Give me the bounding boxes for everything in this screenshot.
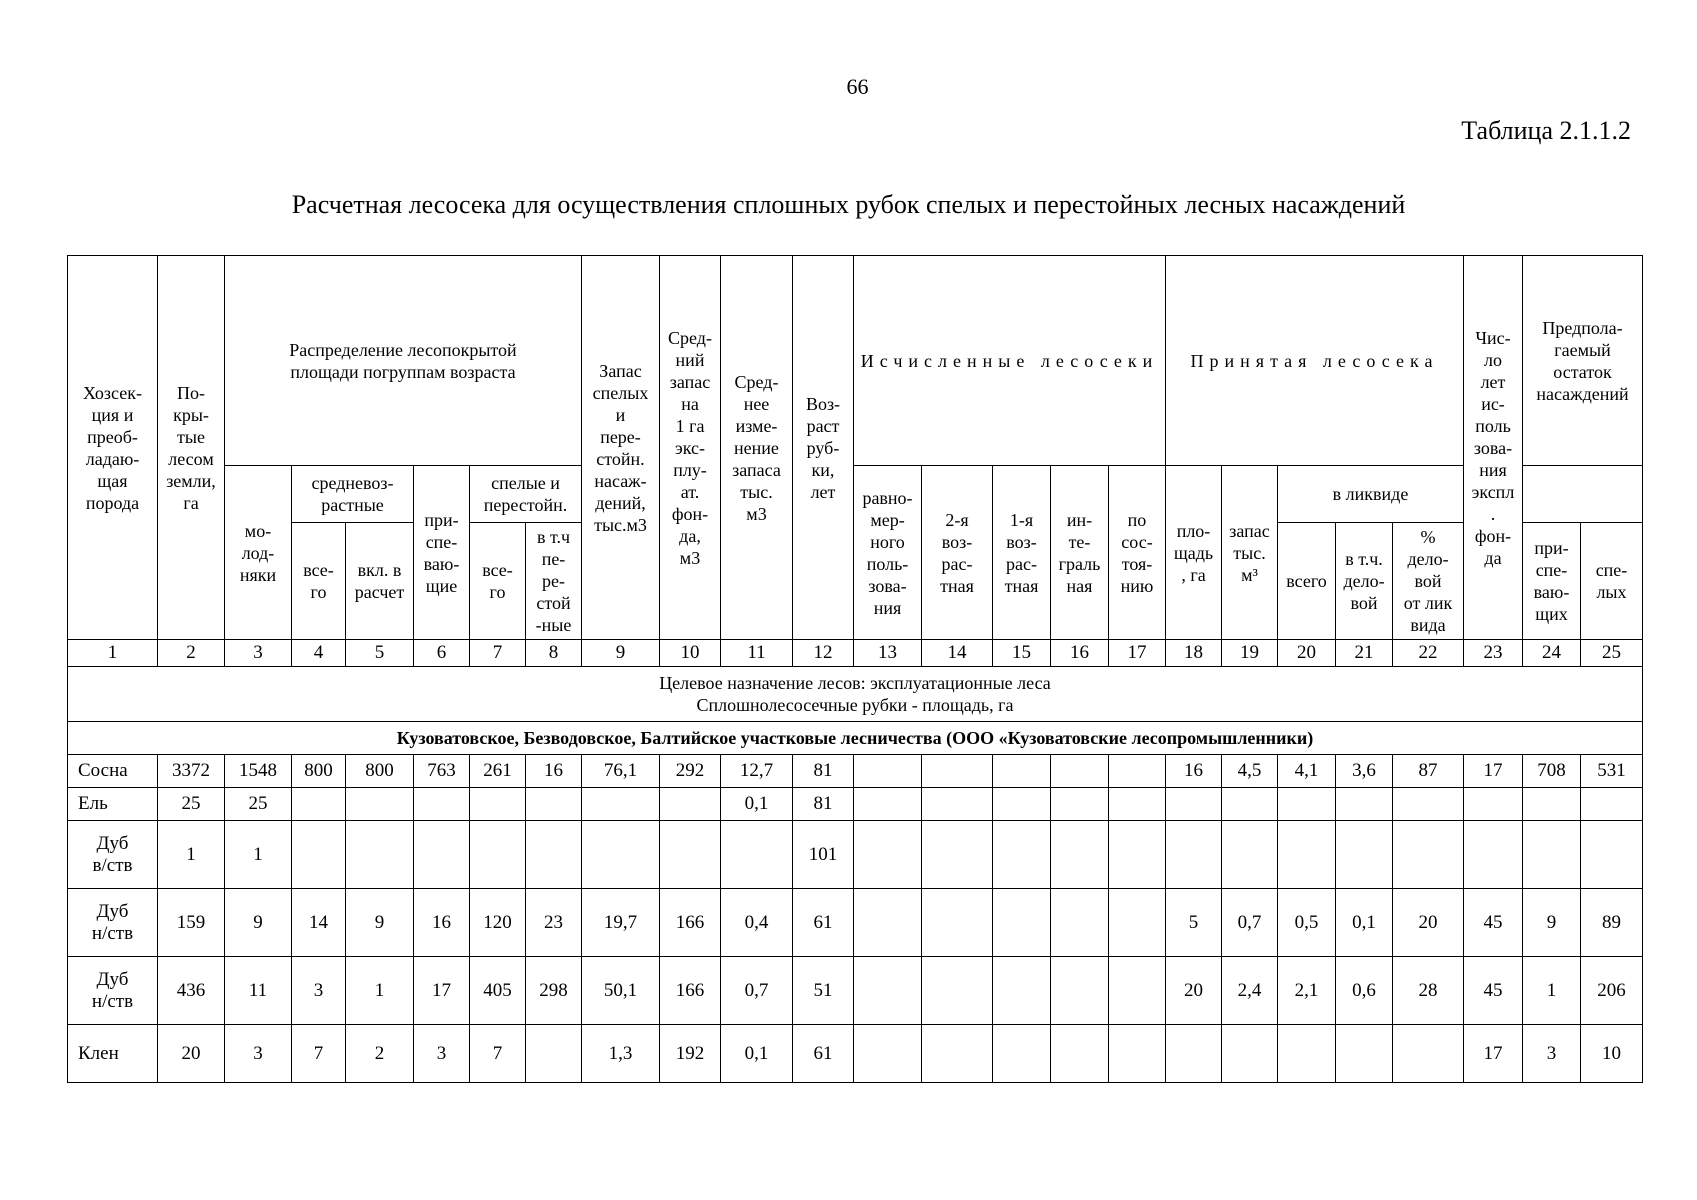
table-cell	[1278, 788, 1336, 821]
header-stock: запас тыс. м³	[1222, 466, 1278, 640]
table-cell	[854, 821, 922, 889]
table-cell	[1166, 1025, 1222, 1083]
table-cell	[922, 821, 993, 889]
table-cell: 292	[660, 755, 721, 788]
header-accepted-cut: Принятая лесосека	[1166, 256, 1464, 466]
column-number: 25	[1581, 640, 1643, 667]
table-cell: 19,7	[582, 889, 660, 957]
column-number: 8	[526, 640, 582, 667]
table-row	[68, 755, 1643, 788]
table-cell	[993, 957, 1051, 1025]
header-area: пло- щадь , га	[1166, 466, 1222, 640]
table-cell: 9	[346, 889, 414, 957]
table-cell: 14	[292, 889, 346, 957]
table-cell	[660, 788, 721, 821]
header-forest-land: По- кры- тые лесом земли, га	[158, 256, 225, 640]
table-cell	[1222, 1025, 1278, 1083]
table-cell	[1051, 788, 1109, 821]
table-cell	[993, 755, 1051, 788]
header-mid-total: все- го	[292, 523, 346, 640]
column-number: 12	[793, 640, 854, 667]
table-row	[68, 788, 1643, 821]
table-cell	[1464, 821, 1523, 889]
table-cell	[1166, 788, 1222, 821]
table-cell: 20	[158, 1025, 225, 1083]
header-computed-cuts: Исчисленные лесосеки	[854, 256, 1166, 466]
table-cell	[1222, 821, 1278, 889]
table-cell: 20	[1393, 889, 1464, 957]
table-cell	[1109, 788, 1166, 821]
table-cell	[721, 821, 793, 889]
table-cell: 25	[158, 788, 225, 821]
table-title: Расчетная лесосека для осуществления сплошных рубок спелых и перестойных лесных насаждений	[291, 190, 1406, 219]
table-cell: 9	[1523, 889, 1581, 957]
table-cell: 1548	[225, 755, 292, 788]
species-cell: Ель	[68, 788, 158, 821]
header-mature-remaining: спе- лых	[1581, 523, 1643, 640]
header-business-percent: % дело- вой от лик вида	[1393, 523, 1464, 640]
page-number: 66	[846, 74, 869, 99]
table-cell	[582, 821, 660, 889]
table-cell: 0,1	[721, 788, 793, 821]
table-cell: 531	[1581, 755, 1643, 788]
table-cell	[1051, 821, 1109, 889]
table-cell	[854, 889, 922, 957]
header-premature-remaining: при- спе- ваю- щих	[1523, 523, 1581, 640]
table-cell: 4,1	[1278, 755, 1336, 788]
table-cell	[414, 788, 470, 821]
table-cell	[1523, 821, 1581, 889]
header-cutting-age: Воз- раст руб- ки, лет	[793, 256, 854, 640]
table-cell: 0,1	[1336, 889, 1393, 957]
column-number: 1	[68, 640, 158, 667]
table-cell: 81	[793, 788, 854, 821]
table-cell	[993, 889, 1051, 957]
species-cell: Дуб в/ств	[68, 821, 158, 889]
column-number: 18	[1166, 640, 1222, 667]
column-number: 9	[582, 640, 660, 667]
table-cell	[1581, 821, 1643, 889]
table-cell	[993, 821, 1051, 889]
table-cell	[1278, 1025, 1336, 1083]
table-cell: 76,1	[582, 755, 660, 788]
purpose-line-2: Сплошнолесосечные рубки - площадь, га	[696, 695, 1014, 715]
table-cell	[993, 788, 1051, 821]
table-cell	[470, 788, 526, 821]
table-cell: 2,1	[1278, 957, 1336, 1025]
header-avg-change: Сред- нее изме- нение запаса тыс. м3	[721, 256, 793, 640]
table-cell: 1,3	[582, 1025, 660, 1083]
table-cell: 10	[1581, 1025, 1643, 1083]
table-cell	[414, 821, 470, 889]
table-cell	[922, 755, 993, 788]
table-cell: 166	[660, 957, 721, 1025]
table-cell	[346, 788, 414, 821]
table-cell	[526, 788, 582, 821]
table-cell: 1	[225, 821, 292, 889]
table-cell: 2	[346, 1025, 414, 1083]
table-cell: 206	[1581, 957, 1643, 1025]
column-number: 19	[1222, 640, 1278, 667]
table-cell: 89	[1581, 889, 1643, 957]
table-cell: 0,7	[721, 957, 793, 1025]
table-cell: 3	[414, 1025, 470, 1083]
table-cell: 17	[414, 957, 470, 1025]
table-cell: 3372	[158, 755, 225, 788]
column-number: 5	[346, 640, 414, 667]
table-row	[68, 821, 1643, 889]
table-cell	[854, 755, 922, 788]
header-first-age: 1-я воз- рас- тная	[993, 466, 1051, 640]
table-cell	[292, 788, 346, 821]
table-cell	[1166, 821, 1222, 889]
column-number: 22	[1393, 640, 1464, 667]
forestry-header: Кузоватовское, Безводовское, Балтийское участковые лесничества (ООО «Кузоватовские лесопромышленники)	[68, 722, 1643, 755]
table-cell: 101	[793, 821, 854, 889]
header-overmature: в т.ч пе- ре- стой -ные	[526, 523, 582, 640]
table-cell: 20	[1166, 957, 1222, 1025]
table-cell	[922, 957, 993, 1025]
species-cell: Дуб н/ств	[68, 957, 158, 1025]
table-cell	[292, 821, 346, 889]
table-cell	[993, 1025, 1051, 1083]
header-mature-stock: Запас спелых и пере- стойн. насаж- дений, тыс.м3	[582, 256, 660, 640]
column-number: 14	[922, 640, 993, 667]
table-cell: 708	[1523, 755, 1581, 788]
column-number: 7	[470, 640, 526, 667]
table-row	[68, 889, 1643, 957]
species-cell: Клен	[68, 1025, 158, 1083]
purpose-cell	[68, 667, 1643, 722]
column-number: 11	[721, 640, 793, 667]
column-number: 3	[225, 640, 292, 667]
column-number: 16	[1051, 640, 1109, 667]
table-cell	[1393, 1025, 1464, 1083]
table-cell	[660, 821, 721, 889]
table-cell: 25	[225, 788, 292, 821]
table-cell	[854, 788, 922, 821]
header-liquid-total: всего	[1278, 523, 1336, 640]
table-cell: 61	[793, 889, 854, 957]
table-cell	[1051, 889, 1109, 957]
header-mid-included: вкл. в расчет	[346, 523, 414, 640]
column-number: 13	[854, 640, 922, 667]
column-number: 10	[660, 640, 721, 667]
table-cell: 0,5	[1278, 889, 1336, 957]
table-cell	[854, 1025, 922, 1083]
table-cell: 7	[292, 1025, 346, 1083]
header-second-age: 2-я воз- рас- тная	[922, 466, 993, 640]
table-cell: 16	[526, 755, 582, 788]
table-cell: 9	[225, 889, 292, 957]
table-cell: 51	[793, 957, 854, 1025]
table-cell: 7	[470, 1025, 526, 1083]
table-cell: 1	[158, 821, 225, 889]
column-number: 24	[1523, 640, 1581, 667]
table-cell	[1109, 957, 1166, 1025]
header-mature-total: все- го	[470, 523, 526, 640]
table-cell	[922, 889, 993, 957]
table-cell	[1222, 788, 1278, 821]
table-cell	[1393, 788, 1464, 821]
table-cell	[1464, 788, 1523, 821]
table-cell: 261	[470, 755, 526, 788]
species-cell: Сосна	[68, 755, 158, 788]
table-cell: 3	[292, 957, 346, 1025]
table-cell: 45	[1464, 889, 1523, 957]
table-cell: 11	[225, 957, 292, 1025]
table-cell: 17	[1464, 755, 1523, 788]
table-cell: 800	[292, 755, 346, 788]
table-cell: 1	[1523, 957, 1581, 1025]
header-mid-age: средневоз- растные	[292, 466, 414, 523]
table-cell	[922, 1025, 993, 1083]
table-cell	[1393, 821, 1464, 889]
table-cell: 28	[1393, 957, 1464, 1025]
table-cell	[526, 1025, 582, 1083]
table-cell: 16	[414, 889, 470, 957]
header-liquid: в ликвиде	[1278, 466, 1464, 523]
header-business-wood: в т.ч. дело- вой	[1336, 523, 1393, 640]
table-cell: 0,6	[1336, 957, 1393, 1025]
table-cell: 23	[526, 889, 582, 957]
table-cell: 0,1	[721, 1025, 793, 1083]
table-cell	[1051, 755, 1109, 788]
header-by-condition: по сос- тоя- нию	[1109, 466, 1166, 640]
table-cell	[1109, 889, 1166, 957]
table-cell	[1109, 821, 1166, 889]
column-number: 17	[1109, 640, 1166, 667]
table-cell: 1	[346, 957, 414, 1025]
table-cell: 3	[1523, 1025, 1581, 1083]
table-cell: 800	[346, 755, 414, 788]
table-cell	[346, 821, 414, 889]
table-cell: 50,1	[582, 957, 660, 1025]
table-cell: 166	[660, 889, 721, 957]
header-avg-stock: Сред- ний запас на 1 га экс- плу- ат. фон- да, м3	[660, 256, 721, 640]
table-cell: 81	[793, 755, 854, 788]
table-cell	[470, 821, 526, 889]
header-mature-overmature: спелые и перестойн.	[470, 466, 582, 523]
table-cell: 436	[158, 957, 225, 1025]
table-cell: 298	[526, 957, 582, 1025]
table-cell: 192	[660, 1025, 721, 1083]
column-number: 15	[993, 640, 1051, 667]
table-cell: 159	[158, 889, 225, 957]
table-cell: 3,6	[1336, 755, 1393, 788]
table-cell: 45	[1464, 957, 1523, 1025]
table-cell	[1581, 788, 1643, 821]
column-number: 20	[1278, 640, 1336, 667]
column-number: 4	[292, 640, 346, 667]
table-cell	[1051, 1025, 1109, 1083]
table-cell	[1109, 755, 1166, 788]
header-young: мо- лод- няки	[225, 466, 292, 640]
table-cell	[1051, 957, 1109, 1025]
table-cell	[582, 788, 660, 821]
table-cell	[1278, 821, 1336, 889]
table-cell	[1109, 1025, 1166, 1083]
column-number: 23	[1464, 640, 1523, 667]
table-cell	[854, 957, 922, 1025]
header-hozsection: Хозсек- ция и преоб- ладаю- щая порода	[68, 256, 158, 640]
column-number: 2	[158, 640, 225, 667]
table-cell	[1523, 788, 1581, 821]
table-cell: 3	[225, 1025, 292, 1083]
table-cell: 16	[1166, 755, 1222, 788]
header-years-use: Чис- ло лет ис- поль зова- ния экспл . фон- да	[1464, 256, 1523, 640]
header-premature: при- спе- ваю- щие	[414, 466, 470, 640]
table-cell: 5	[1166, 889, 1222, 957]
table-cell: 763	[414, 755, 470, 788]
table-row	[68, 957, 1643, 1025]
purpose-line-1: Целевое назначение лесов: эксплуатационные леса	[659, 673, 1051, 693]
table-cell: 120	[470, 889, 526, 957]
table-cell: 4,5	[1222, 755, 1278, 788]
table-cell: 0,7	[1222, 889, 1278, 957]
table-label: Таблица 2.1.1.2	[1461, 116, 1631, 145]
table-cell: 0,4	[721, 889, 793, 957]
table-cell: 87	[1393, 755, 1464, 788]
lesoseka-table	[67, 255, 1643, 1083]
table-cell: 17	[1464, 1025, 1523, 1083]
header-age-distribution: Распределение лесопокрытой площади погруппам возраста	[225, 256, 582, 466]
header-remaining-empty	[1523, 466, 1643, 523]
header-integral: ин- те- граль ная	[1051, 466, 1109, 640]
species-cell: Дуб н/ств	[68, 889, 158, 957]
table-cell	[922, 788, 993, 821]
table-cell: 2,4	[1222, 957, 1278, 1025]
column-number: 6	[414, 640, 470, 667]
header-uniform-use: равно- мер- ного поль- зова- ния	[854, 466, 922, 640]
column-number-row	[68, 640, 1643, 667]
table-cell	[526, 821, 582, 889]
table-cell	[1336, 788, 1393, 821]
table-row	[68, 1025, 1643, 1083]
header-remaining-stands: Предпола- гаемый остаток насаждений	[1523, 256, 1643, 466]
table-cell: 405	[470, 957, 526, 1025]
column-number: 21	[1336, 640, 1393, 667]
table-cell	[1336, 821, 1393, 889]
table-cell: 61	[793, 1025, 854, 1083]
table-cell	[1336, 1025, 1393, 1083]
table-cell: 12,7	[721, 755, 793, 788]
